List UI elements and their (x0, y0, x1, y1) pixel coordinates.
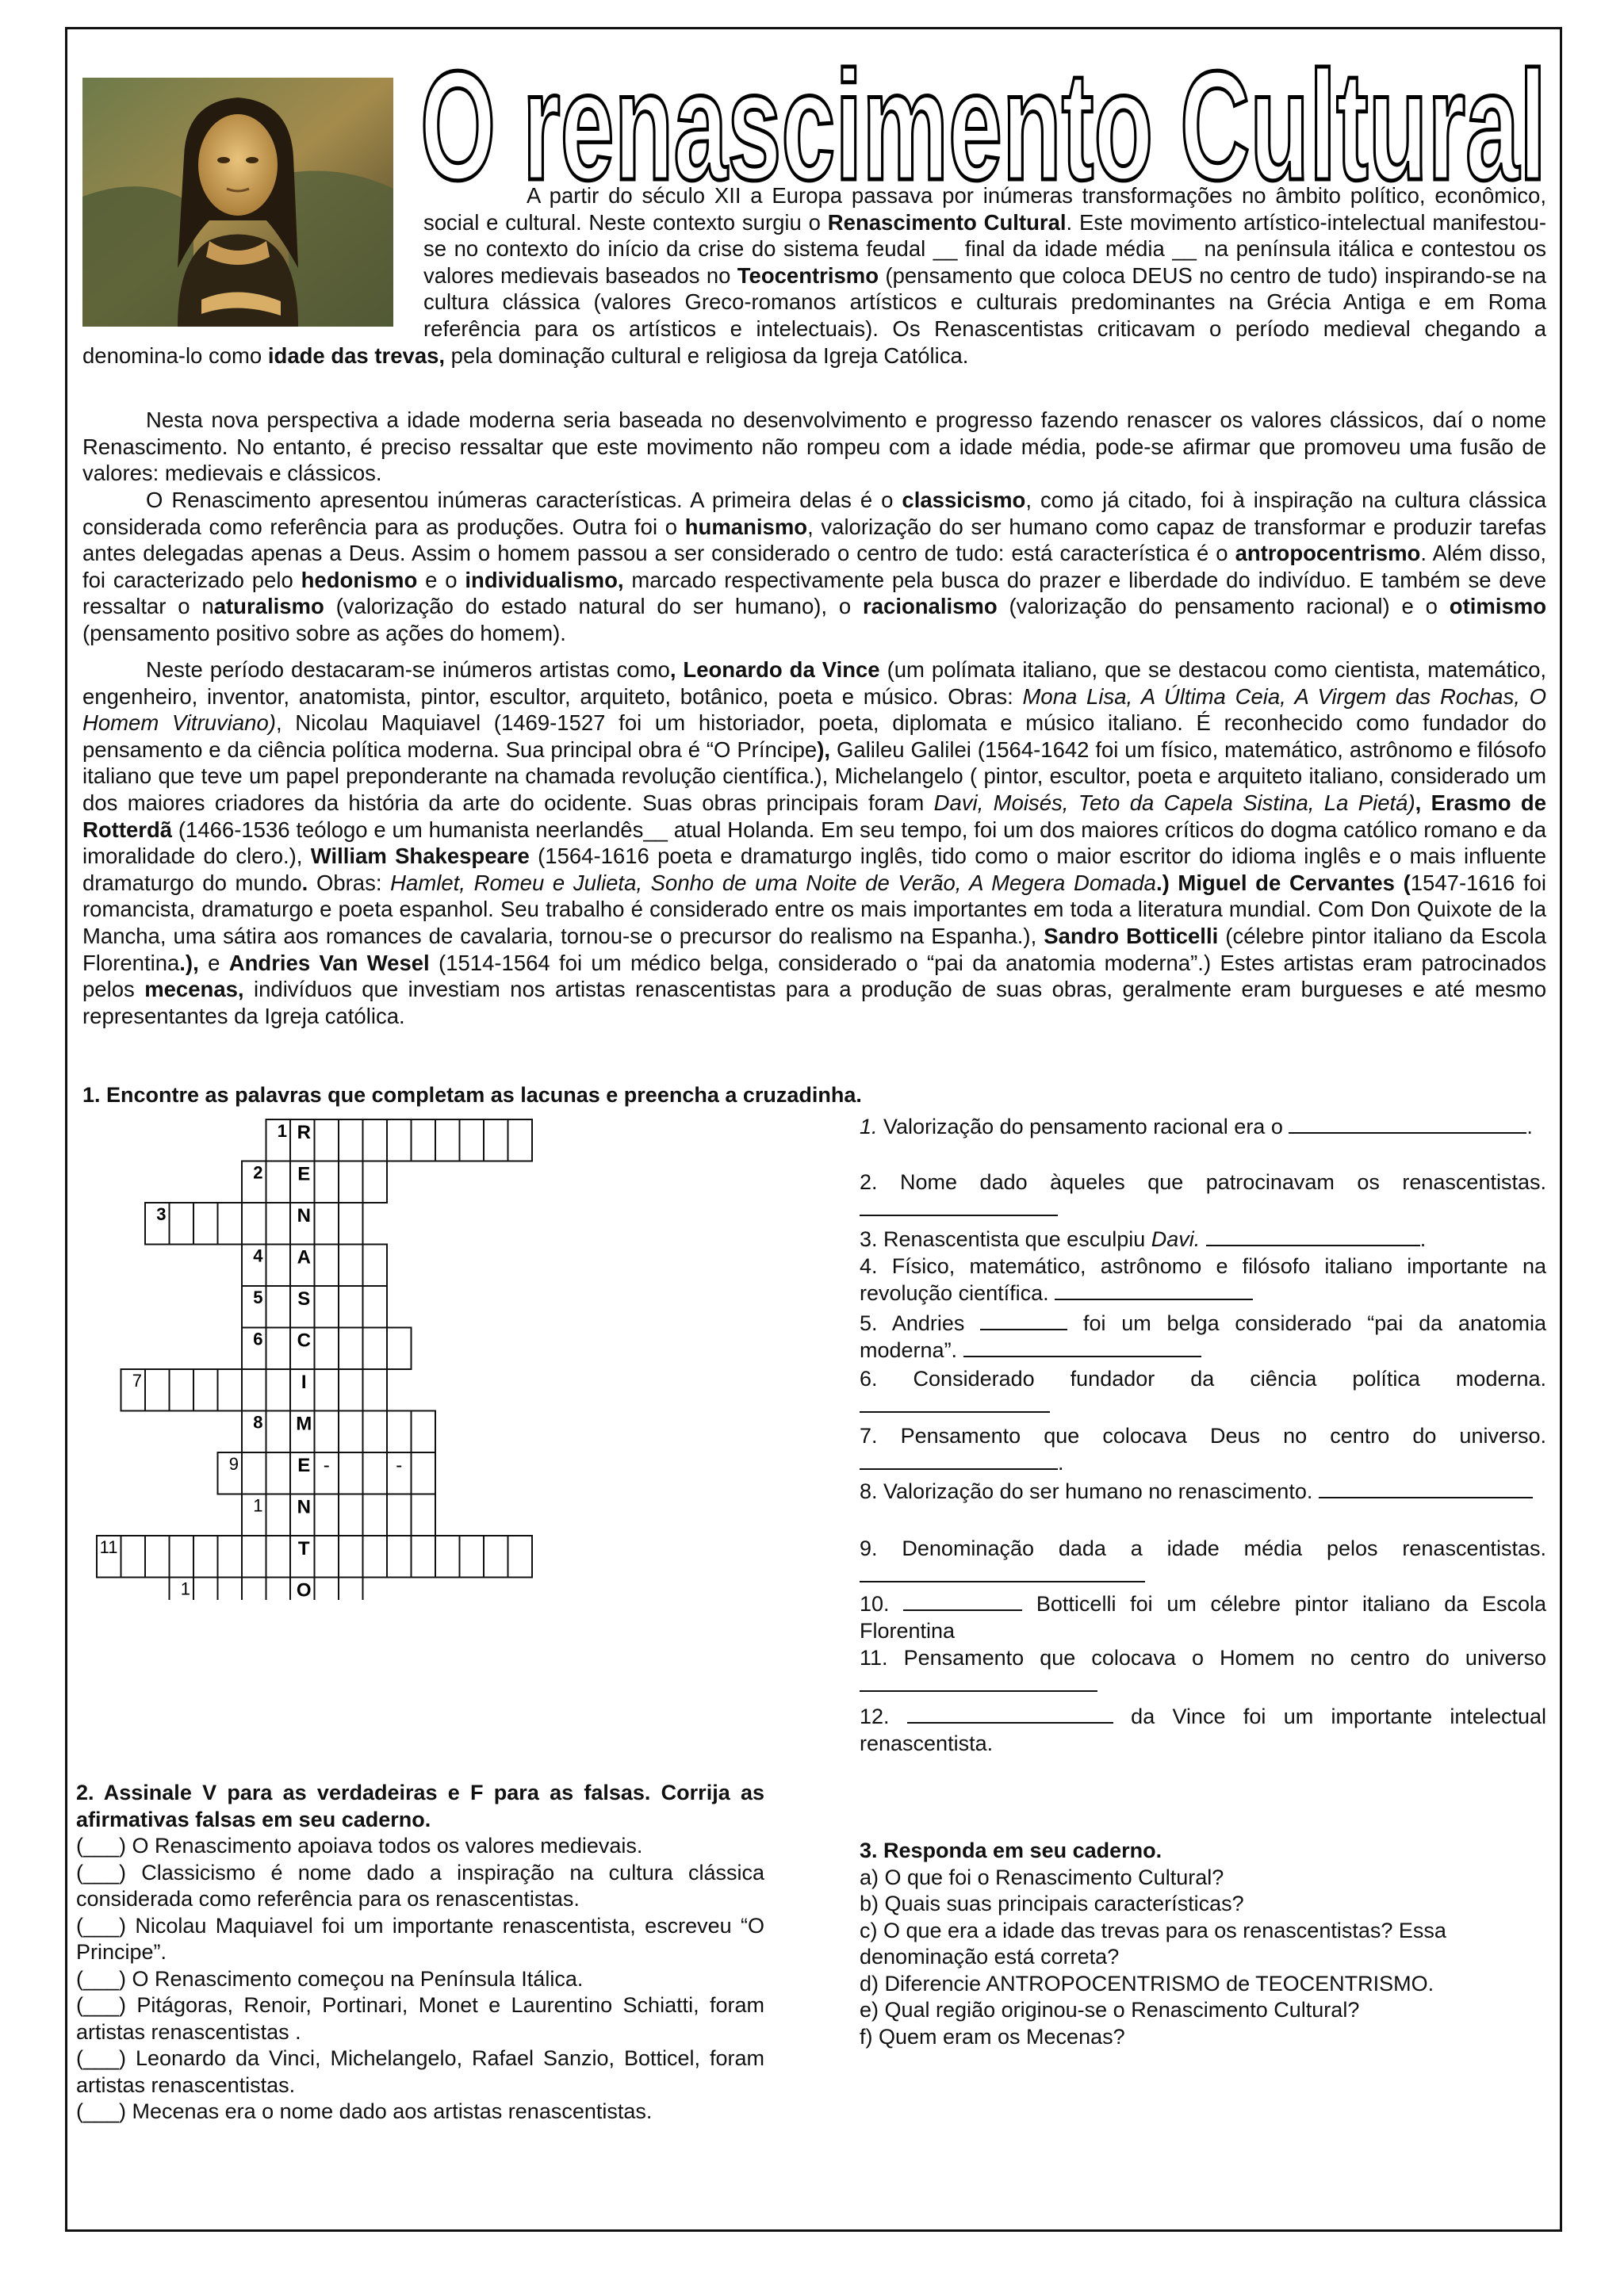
true-false-item[interactable]: (___) Classicismo é nome dado a inspiração na cultura clássica considerada como referência para os renascentistas. (76, 1860, 764, 1911)
crossword-cell[interactable] (315, 1494, 339, 1536)
crossword-cell[interactable] (339, 1203, 363, 1245)
true-false-item[interactable]: (___) Nicolau Maquiavel foi um importante renascentista, escreveu “O Principe”. (76, 1913, 764, 1964)
open-question-item: b) Quais suas principais características? (860, 1892, 1244, 1915)
crossword-cell[interactable] (121, 1536, 146, 1578)
crossword-cell[interactable] (412, 1452, 436, 1494)
crossword-key-letter: S (297, 1288, 311, 1310)
crossword-cell[interactable] (315, 1578, 339, 1601)
crossword-cell[interactable] (315, 1411, 339, 1453)
question-1-title: 1. Encontre as palavras que completam as lacunas e preencha a cruzadinha. (82, 1083, 862, 1107)
true-false-item[interactable]: (___) Mecenas era o nome dado aos artistas renascentistas. (76, 2099, 653, 2123)
answer-blank[interactable] (860, 1197, 1058, 1216)
crossword-cell[interactable] (339, 1578, 363, 1601)
crossword-row-number: 9 (228, 1454, 239, 1474)
crossword-cell[interactable] (435, 1536, 460, 1578)
crossword-cell[interactable] (339, 1328, 363, 1370)
crossword-row-number: 11 (99, 1537, 118, 1557)
crossword-cell[interactable] (218, 1203, 243, 1245)
answer-blank[interactable] (980, 1311, 1067, 1330)
crossword-row-number: 8 (253, 1412, 263, 1433)
crossword-cell[interactable] (242, 1369, 266, 1411)
crossword-cell[interactable] (266, 1203, 291, 1245)
crossword-cell[interactable] (387, 1411, 412, 1453)
crossword-cell[interactable] (339, 1286, 363, 1328)
open-question-item: f) Quem eram os Mecenas? (860, 2024, 1125, 2049)
crossword-cell[interactable] (363, 1119, 388, 1161)
question-2-title: 2. Assinale V para as verdadeiras e F para as falsas. Corrija as afirmativas falsas em seu caderno. (76, 1781, 764, 1831)
crossword-cell[interactable] (363, 1328, 388, 1370)
crossword-cell[interactable] (363, 1161, 388, 1203)
crossword-row-number: 5 (253, 1288, 263, 1307)
true-false-item[interactable]: (___) Pitágoras, Renoir, Portinari, Monet e Laurentino Schiatti, foram artistas renascentistas . (76, 1993, 764, 2044)
crossword-cell[interactable] (339, 1369, 363, 1411)
crossword-cell[interactable] (339, 1452, 363, 1494)
open-question-item: c) O que era a idade das trevas para os renascentistas? Essa denominação está correta? (860, 1918, 1446, 1969)
crossword-row-number: 1 (277, 1121, 287, 1141)
crossword-cell[interactable] (218, 1369, 243, 1411)
crossword-row-number: 1 (253, 1495, 263, 1516)
crossword-cell[interactable] (339, 1119, 363, 1161)
crossword-row-number: 4 (253, 1246, 263, 1266)
crossword-cell[interactable] (266, 1245, 291, 1287)
crossword-key-letter: N (297, 1496, 311, 1518)
answer-blank[interactable] (1206, 1227, 1420, 1246)
crossword-clue-2: 2. Nome dado àqueles que patrocinavam os renascentistas. (860, 1169, 1546, 1223)
crossword-cell[interactable] (387, 1536, 412, 1578)
crossword-cell[interactable] (266, 1328, 291, 1370)
answer-blank[interactable] (860, 1563, 1145, 1582)
crossword-row-8[interactable] (242, 1411, 435, 1453)
crossword-cell[interactable] (363, 1286, 388, 1328)
crossword-cell[interactable] (218, 1578, 243, 1601)
crossword-cell[interactable] (315, 1119, 339, 1161)
answer-blank[interactable] (860, 1451, 1058, 1470)
crossword-cell[interactable] (315, 1203, 339, 1245)
paragraph-artists: Neste período destacaram-se inúmeros artistas como, Leonardo da Vince (um polímata italiano, que se destacou como cientista, matemático, engenheiro, inventor, anatomista, pintor, escultor, arquiteto, botânico, poeta e músico. Obras: Mona Lisa, A Última Ceia, A Virgem das Rochas, O Homem Vitruviano), Nicolau Maquiavel (1469-1527 foi um historiador, poeta, diplomata e músico italiano. É reconhecido como fundador do pensamento e da ciência política moderna. Sua principal obra é “O Príncipe), Galileu Galilei (1564-1642 foi um físico, matemático, astrônomo e filósofo italiano que teve um papel preponderante na chamada revolução científica.), Michelangelo ( pintor, escultor, poeta e arquiteto italiano, considerado um dos maiores criadores da história da arte do ocidente. Suas obras principais foram Davi, Moisés, Teto da Capela Sistina, La Pietá), Erasmo de Rotterdã (1466-1536 teólogo e um humanista neerlandês__ atual Holanda. Em seu tempo, foi um dos maiores críticos do dogma católico romano e da imoralidade do clero.), William Shakespeare (1564-1616 poeta e dramaturgo inglês, tido como o maior escritor do idioma inglês e o mais influente dramaturgo do mundo. Obras: Hamlet, Romeu e Julieta, Sonho de uma Noite de Verão, A Megera Domada.) Miguel de Cervantes (1547-1616 foi romancista, dramaturgo e poeta espanhol. Seu trabalho é considerado entre os mais importantes em toda a literatura mundial. Com Don Quixote de la Mancha, uma sátira aos romances de cavalaria, tornou-se o precursor do realismo na Espanha.), Sandro Botticelli (célebre pintor italiano da Escola Florentina.), e Andries Van Wesel (1514-1564 foi um médico belga, considerado o “pai da anatomia moderna”.) Estes artistas eram patrocinados pelos mecenas, indivíduos que investiam nos artistas renascentistas para a produção de suas obras, geralmente eram burgueses e até mesmo representantes da Igreja católica. (82, 657, 1547, 1028)
crossword-cell[interactable] (218, 1536, 243, 1578)
crossword-cell[interactable] (266, 1578, 291, 1601)
crossword-cell[interactable] (387, 1328, 412, 1370)
crossword-cell[interactable] (508, 1119, 533, 1161)
answer-blank[interactable] (1055, 1281, 1253, 1300)
intro-paragraph: A partir do século XII a Europa passava por inúmeras transformações no âmbito político, econômico, social e cultural. Neste contexto surgiu o Renascimento Cultural. Este movimento artístico-intelectual manifestou-se no contexto do início da crise do sistema feudal __ final da idade média __ na península itálica e contestou os valores medievais baseados no Teocentrismo (pensamento que coloca DEUS no centro de tudo) inspirando-se na cultura clássica (valores Greco-romanos artísticos e culturais predominantes na Grécia Antiga e em Roma referência para os artísticos e intelectuais). Os Renascentistas criticavam o período medieval chegando a denomina-lo como idade das trevas, pela dominação cultural e religiosa da Igreja Católica. (82, 183, 1546, 368)
answer-blank[interactable] (1289, 1115, 1526, 1134)
crossword-cell[interactable] (242, 1578, 266, 1601)
crossword-cell[interactable] (266, 1536, 291, 1578)
crossword-clue-3: 3. Renascentista que esculpiu Davi. . (860, 1227, 1427, 1251)
crossword-row-number: 6 (253, 1329, 263, 1349)
page-title (412, 46, 1554, 197)
crossword-cell[interactable] (363, 1411, 388, 1453)
crossword-row-3[interactable] (145, 1203, 363, 1245)
crossword-key-letter: R (297, 1122, 311, 1143)
crossword-cell[interactable] (412, 1119, 436, 1161)
crossword-cell[interactable] (315, 1286, 339, 1328)
crossword-cell[interactable] (508, 1536, 533, 1578)
crossword-cell[interactable] (266, 1452, 291, 1494)
crossword-cell[interactable] (170, 1203, 194, 1245)
crossword-cell[interactable] (242, 1536, 266, 1578)
crossword-cell[interactable] (170, 1369, 194, 1411)
crossword-row-2[interactable] (242, 1161, 387, 1203)
crossword-cell[interactable] (460, 1119, 485, 1161)
crossword-clue-1: 1. Valorização do pensamento racional era o . (860, 1115, 1533, 1138)
open-question-item: d) Diferencie ANTROPOCENTRISMO de TEOCENTRISMO. (860, 1971, 1434, 1996)
crossword-key-letter: E (297, 1455, 311, 1476)
crossword-clue-10: 10. Botticelli foi um célebre pintor italiano da Escola Florentina (860, 1592, 1546, 1643)
crossword-cell[interactable] (193, 1536, 218, 1578)
answer-blank[interactable] (860, 1673, 1097, 1692)
crossword-clue-4: 4. Físico, matemático, astrônomo e filósofo italiano importante na revolução científica. (860, 1254, 1546, 1305)
crossword-clue-6: 6. Considerado fundador da ciência política moderna. (860, 1365, 1546, 1419)
crossword-cell[interactable] (339, 1245, 363, 1287)
answer-blank[interactable] (903, 1592, 1022, 1611)
open-question-item: a) O que foi o Renascimento Cultural? (860, 1865, 1224, 1889)
crossword-cell[interactable] (412, 1536, 436, 1578)
crossword-cell[interactable] (266, 1369, 291, 1411)
crossword-row-number: 2 (253, 1162, 263, 1183)
crossword-row-10[interactable] (242, 1494, 435, 1536)
crossword-cell[interactable] (435, 1119, 460, 1161)
true-false-item[interactable]: (___) O Renascimento apoiava todos os valores medievais. (76, 1834, 643, 1858)
crossword-row-6[interactable] (242, 1328, 412, 1370)
crossword-cell[interactable] (363, 1536, 388, 1578)
crossword-key-letter: I (301, 1372, 307, 1393)
crossword-cell[interactable] (363, 1494, 388, 1536)
true-false-item[interactable]: (___) O Renascimento começou na Península Itálica. (76, 1966, 584, 1991)
question-3-title: 3. Responda em seu caderno. (860, 1839, 1162, 1862)
crossword-cell[interactable] (412, 1494, 436, 1536)
crossword-cell[interactable] (242, 1203, 266, 1245)
crossword-cell[interactable] (193, 1369, 218, 1411)
crossword-cell[interactable] (315, 1369, 339, 1411)
answer-blank[interactable] (907, 1705, 1113, 1724)
crossword-clue-12: 12. da Vince foi um importante intelectual renascentista. (860, 1705, 1546, 1755)
crossword-cell[interactable] (242, 1452, 266, 1494)
crossword-row-9[interactable] (218, 1452, 436, 1494)
crossword-cell[interactable] (412, 1411, 436, 1453)
crossword-key-letter: O (296, 1579, 312, 1600)
crossword-cell[interactable] (315, 1536, 339, 1578)
crossword-cell[interactable] (193, 1203, 218, 1245)
crossword-cell[interactable] (339, 1411, 363, 1453)
crossword-key-letter: E (297, 1163, 311, 1185)
crossword-key-letter: M (296, 1413, 312, 1435)
paragraph-characteristics: O Renascimento apresentou inúmeras características. A primeira delas é o classicismo, como já citado, foi à inspiração na cultura clássica considerada como referência para as produções. Outra foi o humanismo, valorização do ser humano como capaz de transformar e produzir tarefas antes delegadas apenas a Deus. Assim o homem passou a ser considerado o centro de tudo: está característica é o antropocentrismo. Além disso, foi caracterizado pelo hedonismo e o individualismo, marcado respectivamente pela busca do prazer e liberdade do indivíduo. E também se deve ressaltar o naturalismo (valorização do estado natural do ser humano), o racionalismo (valorização do pensamento racional) e o otimismo (pensamento positivo sobre as ações do homem). (82, 488, 1546, 645)
crossword-row-12[interactable] (170, 1578, 363, 1601)
crossword-cell[interactable] (339, 1161, 363, 1203)
crossword-cell[interactable] (387, 1119, 412, 1161)
crossword-row-number: 1 (180, 1578, 190, 1599)
crossword-cell[interactable] (484, 1119, 508, 1161)
crossword-key-letter: N (297, 1205, 311, 1226)
crossword-cell[interactable] (315, 1245, 339, 1287)
crossword-clue-9: 9. Denominação dada a idade média pelos renascentistas. (860, 1535, 1546, 1589)
crossword-row-5[interactable] (242, 1286, 387, 1328)
crossword-row-number: 3 (156, 1204, 167, 1224)
question-2 (76, 1780, 764, 2126)
crossword-row-1[interactable] (266, 1119, 533, 1161)
crossword-clue-8: 8. Valorização do ser humano no renascimento. (860, 1478, 1546, 1505)
crossword-row-4[interactable] (242, 1245, 387, 1287)
paragraph-modern-age: Nesta nova perspectiva a idade moderna seria baseada no desenvolvimento e progresso fazendo renascer os valores clássicos, daí o nome Renascimento. No entanto, é preciso ressaltar que este movimento não rompeu com a idade média, pode-se afirmar que promoveu uma fusão de valores: medievais e clássicos. (82, 408, 1546, 486)
open-question-item: e) Qual região originou-se o Renascimento Cultural? (860, 1998, 1360, 2022)
crossword-cell[interactable] (266, 1494, 291, 1536)
crossword-cell[interactable] (145, 1536, 170, 1578)
answer-blank[interactable] (1319, 1479, 1533, 1498)
crossword-key-letter: C (297, 1330, 311, 1352)
crossword-clue-11: 11. Pensamento que colocava o Homem no centro do universo (860, 1644, 1546, 1698)
crossword-clue-5: 5. Andries foi um belga considerado “pai da anatomia moderna”. (860, 1311, 1547, 1362)
true-false-item[interactable]: (___) Leonardo da Vinci, Michelangelo, Rafael Sanzio, Botticel, foram artistas renascentistas. (76, 2046, 764, 2097)
crossword-cell[interactable] (363, 1452, 388, 1494)
crossword-cell[interactable] (387, 1494, 412, 1536)
crossword-clue-7: 7. Pensamento que colocava Deus no centro do universo. . (860, 1424, 1546, 1475)
question-3 (860, 1838, 1557, 2050)
crossword-row-7[interactable] (121, 1369, 388, 1411)
crossword-cell[interactable] (145, 1369, 170, 1411)
crossword-cell[interactable] (363, 1245, 388, 1287)
crossword-cell[interactable] (363, 1369, 388, 1411)
crossword-cell[interactable] (315, 1328, 339, 1370)
crossword-cell[interactable] (315, 1161, 339, 1203)
crossword-cell[interactable] (460, 1536, 485, 1578)
crossword-cell[interactable] (266, 1411, 291, 1453)
crossword-cell[interactable] (266, 1161, 291, 1203)
crossword-cell[interactable] (193, 1578, 218, 1601)
crossword-cell[interactable] (339, 1494, 363, 1536)
crossword-hyphen: - (396, 1455, 403, 1476)
crossword-cell[interactable] (170, 1536, 194, 1578)
crossword-row-11[interactable] (97, 1536, 532, 1578)
answer-blank[interactable] (860, 1394, 1050, 1413)
answer-blank[interactable] (963, 1338, 1201, 1357)
crossword-cell[interactable] (339, 1536, 363, 1578)
crossword-key-letter: A (297, 1246, 311, 1269)
crossword-hyphen: - (323, 1455, 330, 1476)
crossword-cell[interactable] (484, 1536, 508, 1578)
svg-text:O renascimento Cultural: O renascimento Cultural (420, 46, 1546, 197)
crossword-key-letter: T (297, 1538, 310, 1559)
crossword-cell[interactable] (266, 1286, 291, 1328)
crossword-grid[interactable] (75, 1116, 868, 1600)
crossword-row-number: 7 (132, 1371, 142, 1391)
